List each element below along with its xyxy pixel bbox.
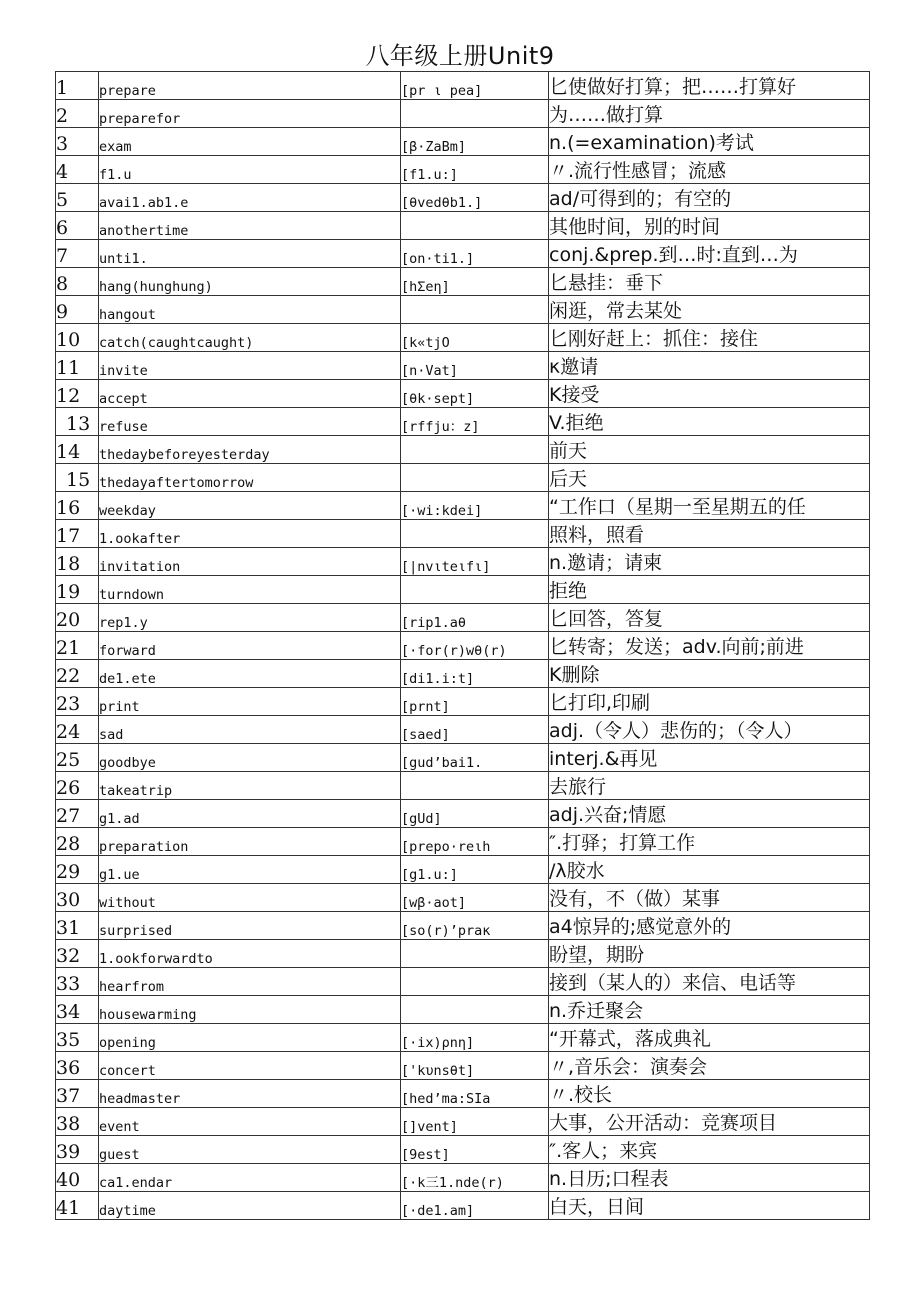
phonetic-transcription: [·wi:kdei] [401, 492, 549, 520]
vocab-row [56, 1108, 870, 1136]
chinese-meaning: K删除 [549, 660, 870, 688]
phonetic-transcription [401, 968, 549, 996]
row-number: 32 [56, 940, 99, 968]
row-number: 26 [56, 772, 99, 800]
english-word: ca1.endar [99, 1164, 401, 1192]
english-word: f1.u [99, 156, 401, 184]
chinese-meaning: ″.客人；来宾 [549, 1136, 870, 1164]
row-number: 4 [56, 156, 99, 184]
row-number: 37 [56, 1080, 99, 1108]
english-word: turndown [99, 576, 401, 604]
phonetic-transcription: [wβ·aot] [401, 884, 549, 912]
row-number: 5 [56, 184, 99, 212]
chinese-meaning: K接受 [549, 380, 870, 408]
english-word: housewarming [99, 996, 401, 1024]
vocab-row [56, 884, 870, 912]
phonetic-transcription [401, 296, 549, 324]
vocab-row [56, 828, 870, 856]
vocab-row [56, 212, 870, 240]
chinese-meaning: ad/可得到的；有空的 [549, 184, 870, 212]
row-number: 17 [56, 520, 99, 548]
row-number: 23 [56, 688, 99, 716]
vocab-row [56, 744, 870, 772]
row-number: 12 [56, 380, 99, 408]
row-number: 21 [56, 632, 99, 660]
vocab-row [56, 912, 870, 940]
row-number: 16 [56, 492, 99, 520]
phonetic-transcription: [θk·sept] [401, 380, 549, 408]
row-number: 20 [56, 604, 99, 632]
chinese-meaning: 闲逛，常去某处 [549, 296, 870, 324]
vocab-row [56, 128, 870, 156]
row-number: 24 [56, 716, 99, 744]
phonetic-transcription [401, 212, 549, 240]
chinese-meaning: adj.（令人）悲伤的；（令人） [549, 716, 870, 744]
vocab-row [56, 492, 870, 520]
english-word: headmaster [99, 1080, 401, 1108]
phonetic-transcription: [k«tjO [401, 324, 549, 352]
vocabulary-table [55, 71, 870, 1220]
chinese-meaning: V.拒绝 [549, 408, 870, 436]
phonetic-transcription: [β·ZaBm] [401, 128, 549, 156]
chinese-meaning: 盼望，期盼 [549, 940, 870, 968]
phonetic-transcription: [g1.u:] [401, 856, 549, 884]
chinese-meaning: 后天 [549, 464, 870, 492]
phonetic-transcription [401, 996, 549, 1024]
phonetic-transcription: [prnt] [401, 688, 549, 716]
phonetic-transcription [401, 576, 549, 604]
row-number: 41 [56, 1192, 99, 1220]
vocab-row [56, 436, 870, 464]
vocab-row [56, 1080, 870, 1108]
row-number: 9 [56, 296, 99, 324]
vocabulary-table-body [56, 72, 870, 1220]
phonetic-transcription [401, 772, 549, 800]
phonetic-transcription: [on·ti1.] [401, 240, 549, 268]
phonetic-transcription: [·for(r)wθ(r) [401, 632, 549, 660]
english-word: daytime [99, 1192, 401, 1220]
english-word: de1.ete [99, 660, 401, 688]
chinese-meaning: 接到（某人的）来信、电话等 [549, 968, 870, 996]
vocab-row [56, 940, 870, 968]
phonetic-transcription: [·k三1.nde(r) [401, 1164, 549, 1192]
english-word: forward [99, 632, 401, 660]
chinese-meaning: “开幕式，落成典礼 [549, 1024, 870, 1052]
phonetic-transcription: [saed] [401, 716, 549, 744]
chinese-meaning: 匕打印,印刷 [549, 688, 870, 716]
vocab-row [56, 268, 870, 296]
row-number: 22 [56, 660, 99, 688]
row-number: 19 [56, 576, 99, 604]
english-word: g1.ad [99, 800, 401, 828]
row-number: 31 [56, 912, 99, 940]
english-word: 1.ookafter [99, 520, 401, 548]
vocab-row [56, 604, 870, 632]
vocab-row [56, 660, 870, 688]
chinese-meaning: 〃,音乐会：演奏会 [549, 1052, 870, 1080]
chinese-meaning: 白天，日间 [549, 1192, 870, 1220]
chinese-meaning: n.日历;口程表 [549, 1164, 870, 1192]
phonetic-transcription: [n·Vat] [401, 352, 549, 380]
vocab-row [56, 1136, 870, 1164]
english-word: guest [99, 1136, 401, 1164]
vocab-row [56, 632, 870, 660]
vocab-row [56, 184, 870, 212]
chinese-meaning: 为……做打算 [549, 100, 870, 128]
english-word: hangout [99, 296, 401, 324]
phonetic-transcription: [θvedθb1.] [401, 184, 549, 212]
vocab-row [56, 716, 870, 744]
row-number: 3 [56, 128, 99, 156]
phonetic-transcription: [|nvιteιfι] [401, 548, 549, 576]
phonetic-transcription: [f1.u:] [401, 156, 549, 184]
english-word: exam [99, 128, 401, 156]
english-word: weekday [99, 492, 401, 520]
vocab-row [56, 576, 870, 604]
english-word: invite [99, 352, 401, 380]
english-word: takeatrip [99, 772, 401, 800]
english-word: thedayaftertomorrow [99, 464, 401, 492]
row-number: 30 [56, 884, 99, 912]
chinese-meaning: 〃.校长 [549, 1080, 870, 1108]
row-number: 18 [56, 548, 99, 576]
english-word: print [99, 688, 401, 716]
phonetic-transcription [401, 940, 549, 968]
english-word: accept [99, 380, 401, 408]
vocab-row [56, 156, 870, 184]
vocab-row [56, 464, 870, 492]
chinese-meaning: n.乔迁聚会 [549, 996, 870, 1024]
row-number: 15 [56, 464, 99, 492]
english-word: preparation [99, 828, 401, 856]
english-word: prepare [99, 72, 401, 100]
english-word: goodbye [99, 744, 401, 772]
chinese-meaning: conj.&prep.到…时:直到…为 [549, 240, 870, 268]
row-number: 34 [56, 996, 99, 1024]
phonetic-transcription: [hed’ma:SIa [401, 1080, 549, 1108]
phonetic-transcription: [rffju：z] [401, 408, 549, 436]
row-number: 11 [56, 352, 99, 380]
english-word: invitation [99, 548, 401, 576]
english-word: thedaybeforeyesterday [99, 436, 401, 464]
chinese-meaning: 匕回答，答复 [549, 604, 870, 632]
chinese-meaning: 去旅行 [549, 772, 870, 800]
phonetic-transcription: [gud’bai1. [401, 744, 549, 772]
row-number: 36 [56, 1052, 99, 1080]
vocab-row [56, 548, 870, 576]
row-number: 35 [56, 1024, 99, 1052]
phonetic-transcription [401, 436, 549, 464]
chinese-meaning: 匕刚好赶上：抓住：接住 [549, 324, 870, 352]
english-word: event [99, 1108, 401, 1136]
vocab-row [56, 968, 870, 996]
english-word: anothertime [99, 212, 401, 240]
vocab-row [56, 1164, 870, 1192]
chinese-meaning: n.(=examination)考试 [549, 128, 870, 156]
phonetic-transcription: ['kυnsθt] [401, 1052, 549, 1080]
english-word: unti1. [99, 240, 401, 268]
row-number: 33 [56, 968, 99, 996]
english-word: rep1.y [99, 604, 401, 632]
vocab-row [56, 380, 870, 408]
chinese-meaning: adj.兴奋;情愿 [549, 800, 870, 828]
phonetic-transcription [401, 464, 549, 492]
vocab-row [56, 520, 870, 548]
chinese-meaning: 大事，公开活动：竞赛项目 [549, 1108, 870, 1136]
chinese-meaning: 拒绝 [549, 576, 870, 604]
chinese-meaning: 照料，照看 [549, 520, 870, 548]
chinese-meaning: 匕使做好打算；把……打算好 [549, 72, 870, 100]
chinese-meaning: 没有，不（做）某事 [549, 884, 870, 912]
row-number: 29 [56, 856, 99, 884]
phonetic-transcription: [prepo·reιh [401, 828, 549, 856]
page-title: 八年级上册Unit9 [365, 42, 555, 70]
phonetic-transcription: [hΣeη] [401, 268, 549, 296]
chinese-meaning: interj.&再见 [549, 744, 870, 772]
english-word: g1.ue [99, 856, 401, 884]
vocab-row [56, 800, 870, 828]
vocab-row [56, 1052, 870, 1080]
vocab-row [56, 408, 870, 436]
chinese-meaning: a4惊异的;感觉意外的 [549, 912, 870, 940]
chinese-meaning: “工作口（星期一至星期五的任 [549, 492, 870, 520]
english-word: 1.ookforwardto [99, 940, 401, 968]
row-number: 7 [56, 240, 99, 268]
vocab-row [56, 296, 870, 324]
chinese-meaning: n.邀请；请柬 [549, 548, 870, 576]
row-number: 1 [56, 72, 99, 100]
row-number: 10 [56, 324, 99, 352]
chinese-meaning: 前天 [549, 436, 870, 464]
phonetic-transcription: [·de1.am] [401, 1192, 549, 1220]
row-number: 2 [56, 100, 99, 128]
english-word: opening [99, 1024, 401, 1052]
row-number: 25 [56, 744, 99, 772]
phonetic-transcription [401, 100, 549, 128]
vocab-row [56, 772, 870, 800]
vocab-row [56, 856, 870, 884]
english-word: avai1.ab1.e [99, 184, 401, 212]
row-number: 13 [56, 408, 99, 436]
chinese-meaning: 匕转寄；发送；adv.向前;前进 [549, 632, 870, 660]
chinese-meaning: 匕悬挂：垂下 [549, 268, 870, 296]
chinese-meaning: 其他时间，别的时间 [549, 212, 870, 240]
chinese-meaning: κ邀请 [549, 352, 870, 380]
phonetic-transcription: [9est] [401, 1136, 549, 1164]
phonetic-transcription: [gUd] [401, 800, 549, 828]
chinese-meaning: ″.打驿；打算工作 [549, 828, 870, 856]
row-number: 14 [56, 436, 99, 464]
row-number: 6 [56, 212, 99, 240]
english-word: hearfrom [99, 968, 401, 996]
english-word: hang(hunghung) [99, 268, 401, 296]
vocab-row [56, 324, 870, 352]
row-number: 38 [56, 1108, 99, 1136]
english-word: sad [99, 716, 401, 744]
english-word: catch(caughtcaught) [99, 324, 401, 352]
english-word: concert [99, 1052, 401, 1080]
row-number: 8 [56, 268, 99, 296]
vocab-row [56, 72, 870, 100]
vocab-row [56, 996, 870, 1024]
english-word: without [99, 884, 401, 912]
vocab-row [56, 100, 870, 128]
vocab-row [56, 688, 870, 716]
row-number: 28 [56, 828, 99, 856]
chinese-meaning: 〃.流行性感冒；流感 [549, 156, 870, 184]
english-word: preparefor [99, 100, 401, 128]
english-word: surprised [99, 912, 401, 940]
phonetic-transcription: [so(r)’praκ [401, 912, 549, 940]
row-number: 40 [56, 1164, 99, 1192]
vocab-row [56, 240, 870, 268]
phonetic-transcription: [·ix)ρnη] [401, 1024, 549, 1052]
phonetic-transcription: [rip1.aθ [401, 604, 549, 632]
row-number: 39 [56, 1136, 99, 1164]
phonetic-transcription: [di1.i:t] [401, 660, 549, 688]
phonetic-transcription: []vent] [401, 1108, 549, 1136]
phonetic-transcription: [pr ι pea] [401, 72, 549, 100]
vocab-row [56, 352, 870, 380]
chinese-meaning: /λ胶水 [549, 856, 870, 884]
english-word: refuse [99, 408, 401, 436]
phonetic-transcription [401, 520, 549, 548]
vocab-row [56, 1192, 870, 1220]
row-number: 27 [56, 800, 99, 828]
vocab-row [56, 1024, 870, 1052]
